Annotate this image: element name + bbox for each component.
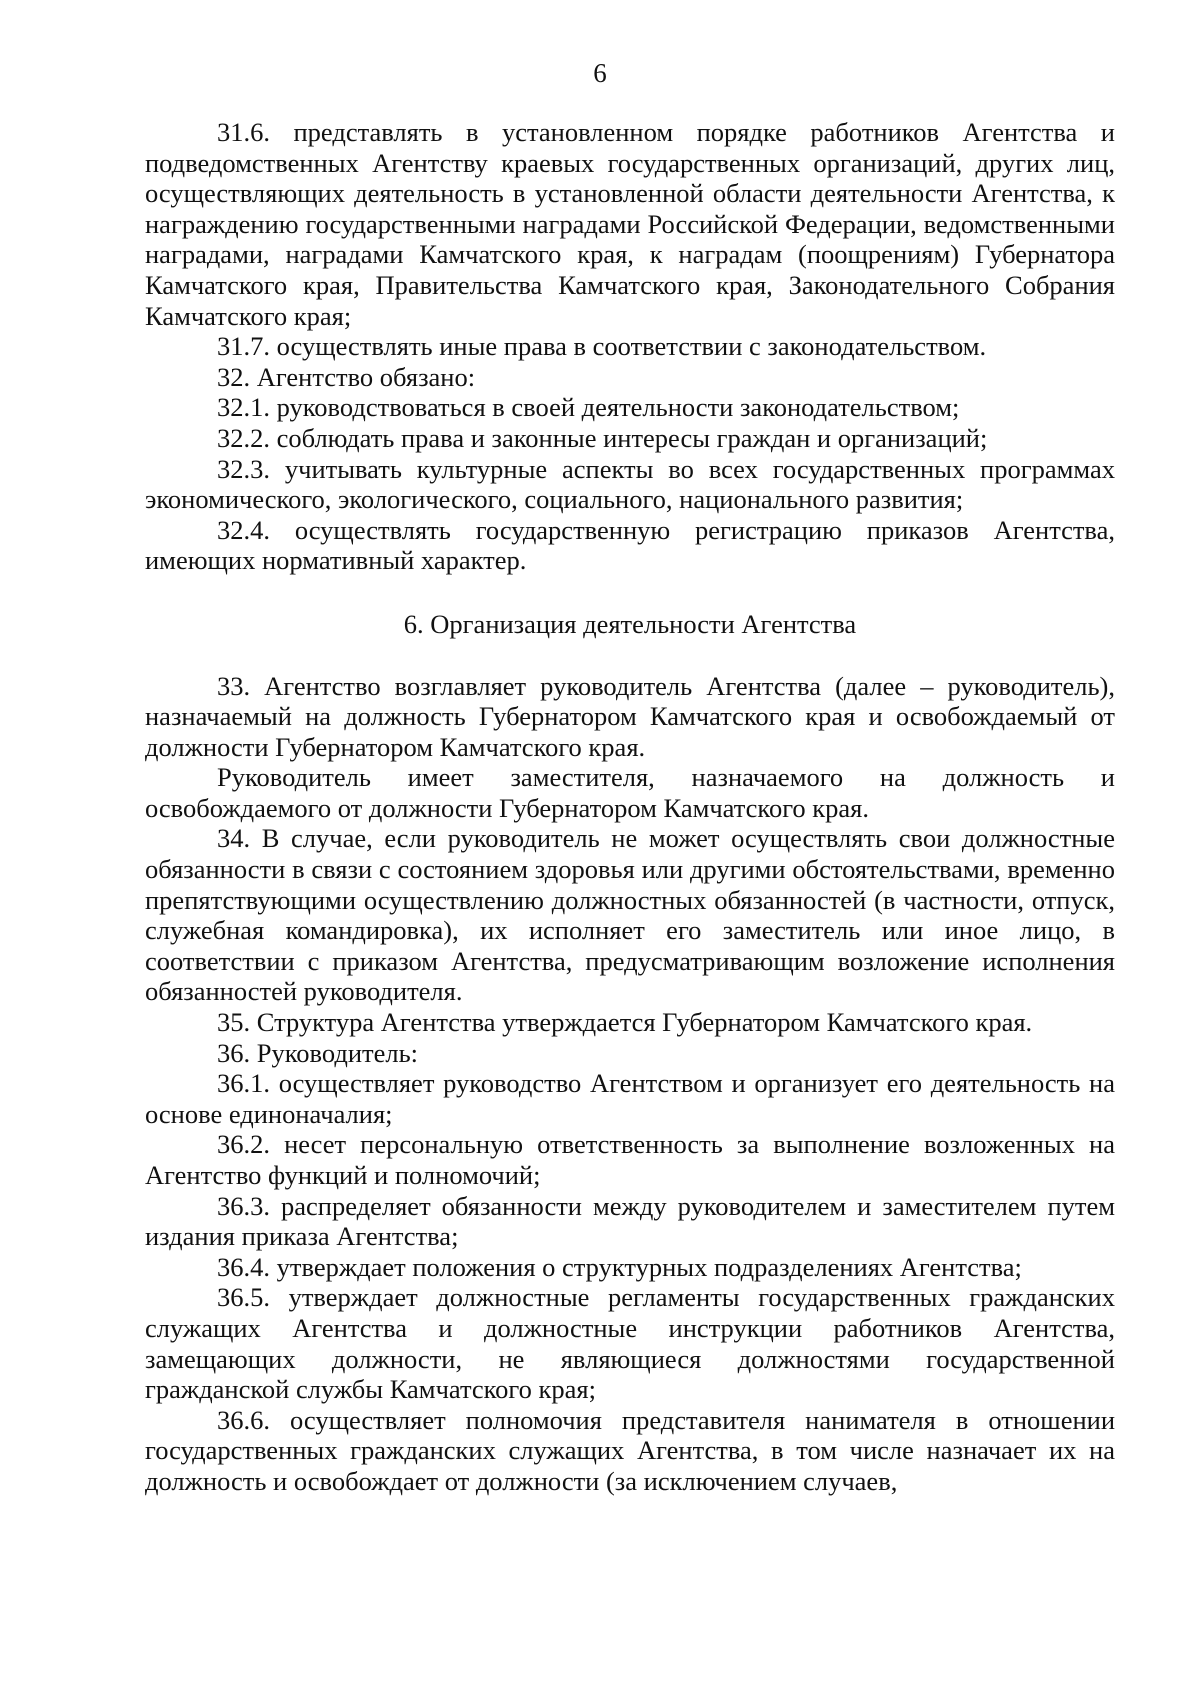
paragraph-36-5: 36.5. утверждает должностные регламенты государственных гражданских служащих Агентства и должностные инструкции работников Агентства, замещающих должности, не являющиеся должностями государственной гражданской службы Камчатского края; [145, 1282, 1115, 1405]
spacer [145, 640, 1115, 671]
page-number: 6 [593, 58, 607, 88]
paragraph-36-2: 36.2. несет персональную ответственность за выполнение возложенных на Агентство функций и полномочий; [145, 1129, 1115, 1190]
paragraph-31-7: 31.7. осуществлять иные права в соответствии с законодательством. [217, 331, 987, 362]
paragraph-32-4: 32.4. осуществлять государственную регистрацию приказов Агентства, имеющих нормативный характер. [145, 514, 1115, 576]
paragraph-34: 34. В случае, если руководитель не может осуществлять свои должностные обязанности в связи с состоянием здоровья или другими обстоятельствами, временно препятствующими осуществлению должностных обязанностей (в частности, отпуск, служебная командировка), их исполняет его заместитель или иное лицо, в соответствии с приказом Агентства, предусматривающим возложение исполнения обязанностей руководителя. [145, 823, 1115, 1007]
paragraph-36-3: 36.3. распределяет обязанности между руководителем и заместителем путем издания приказа Агентства; [145, 1190, 1115, 1252]
paragraph-32-3: 32.3. учитывать культурные аспекты во всех государственных программах экономического, экологического, социального, национального развития; [145, 453, 1115, 515]
paragraph-31-6: 31.6. представлять в установленном порядке работников Агентства и подведомственных Агентству краевых государственных организаций, других лиц, осуществляющих деятельность в установленной области деятельности Агентства, к награждению государственными наградами Российской Федерации, ведомственными наградами, наградами Камчатского края, к наградам (поощрениям) Губернатора Камчатского края, Правительства Камчатского края, Законодательного Собрания Камчатского края; [145, 117, 1115, 331]
paragraph-36-4: 36.4. утверждает положения о структурных подразделениях Агентства; [217, 1251, 1022, 1282]
paragraph-36-1: 36.1. осуществляет руководство Агентством и организует его деятельность на основе единоначалия; [145, 1068, 1115, 1129]
paragraph-36: 36. Руководитель: [217, 1037, 419, 1068]
paragraph-32-2: 32.2. соблюдать права и законные интересы граждан и организаций; [217, 422, 988, 453]
paragraph-35: 35. Структура Агентства утверждается Губернатором Камчатского края. [217, 1007, 1033, 1038]
paragraph-32: 32. Агентство обязано: [217, 361, 476, 392]
paragraph-33: 33. Агентство возглавляет руководитель Агентства (далее – руководитель), назначаемый на должность Губернатором Камчатского края и освобождаемый от должности Губернатором Камчатского края. [145, 670, 1115, 762]
section-heading: 6. Организация деятельности Агентства [403, 608, 857, 639]
paragraph-33-deputy: Руководитель имеет заместителя, назначаемого на должность и освобождаемого от должности Губернатором Камчатского края. [145, 762, 1115, 823]
paragraph-32-1: 32.1. руководствоваться в своей деятельности законодательством; [217, 392, 960, 423]
paragraph-36-6: 36.6. осуществляет полномочия представителя нанимателя в отношении государственных гражданских служащих Агентства, в том числе назначает их на должность и освобождает от должности (за исключением случаев, [145, 1404, 1115, 1496]
spacer [145, 576, 1115, 609]
document-body [145, 117, 1115, 1497]
